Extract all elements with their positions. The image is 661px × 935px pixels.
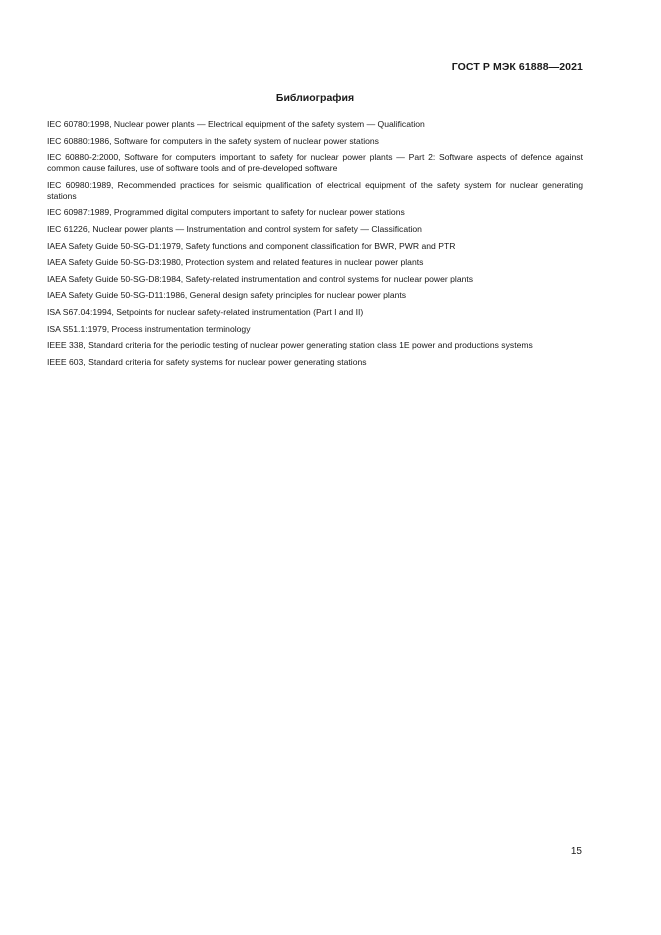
document-standard-id: ГОСТ Р МЭК 61888—2021	[451, 61, 583, 73]
bibliography-entry: ISA S51.1:1979, Process instrumentation terminology	[47, 323, 251, 334]
bibliography-entry: IAEA Safety Guide 50-SG-D1:1979, Safety functions and component classification for BWR, PWR and PTR	[47, 240, 456, 251]
bibliography-entry: IEC 60980:1989, Recommended practices for seismic qualification of electrical equipment of the safety system for nuclear generating stations	[47, 179, 583, 201]
bibliography-list	[47, 119, 583, 373]
bibliography-entry: IAEA Safety Guide 50-SG-D8:1984, Safety-related instrumentation and control systems for nuclear power plants	[47, 273, 474, 284]
bibliography-entry: IAEA Safety Guide 50-SG-D11:1986, General design safety principles for nuclear power plants	[47, 290, 407, 301]
bibliography-entry: IEC 60880-2:2000, Software for computers important to safety for nuclear power plants — Part 2: Software aspects of defence against common cause failures, use of software tools and of pre-developed software	[47, 152, 583, 174]
bibliography-entry: IEC 60780:1998, Nuclear power plants — Electrical equipment of the safety system — Qualification	[47, 119, 425, 129]
bibliography-entry: IAEA Safety Guide 50-SG-D3:1980, Protection system and related features in nuclear power plants	[47, 257, 424, 268]
bibliography-entry: ISA S67.04:1994, Setpoints for nuclear safety-related instrumentation (Part I and II)	[47, 306, 364, 317]
bibliography-entry: IEC 60987:1989, Programmed digital computers important to safety for nuclear power stations	[47, 207, 405, 218]
bibliography-entry: IEC 60880:1986, Software for computers in the safety system of nuclear power stations	[47, 135, 379, 146]
bibliography-entry: IEC 61226, Nuclear power plants — Instrumentation and control system for safety — Classification	[47, 223, 422, 234]
bibliography-title: Библиография	[275, 92, 355, 104]
page-number: 15	[570, 846, 582, 857]
bibliography-entry: IEEE 338, Standard criteria for the periodic testing of nuclear power generating station class 1E power and productions systems	[47, 340, 533, 351]
bibliography-entry: IEEE 603, Standard criteria for safety systems for nuclear power generating stations	[47, 356, 367, 367]
